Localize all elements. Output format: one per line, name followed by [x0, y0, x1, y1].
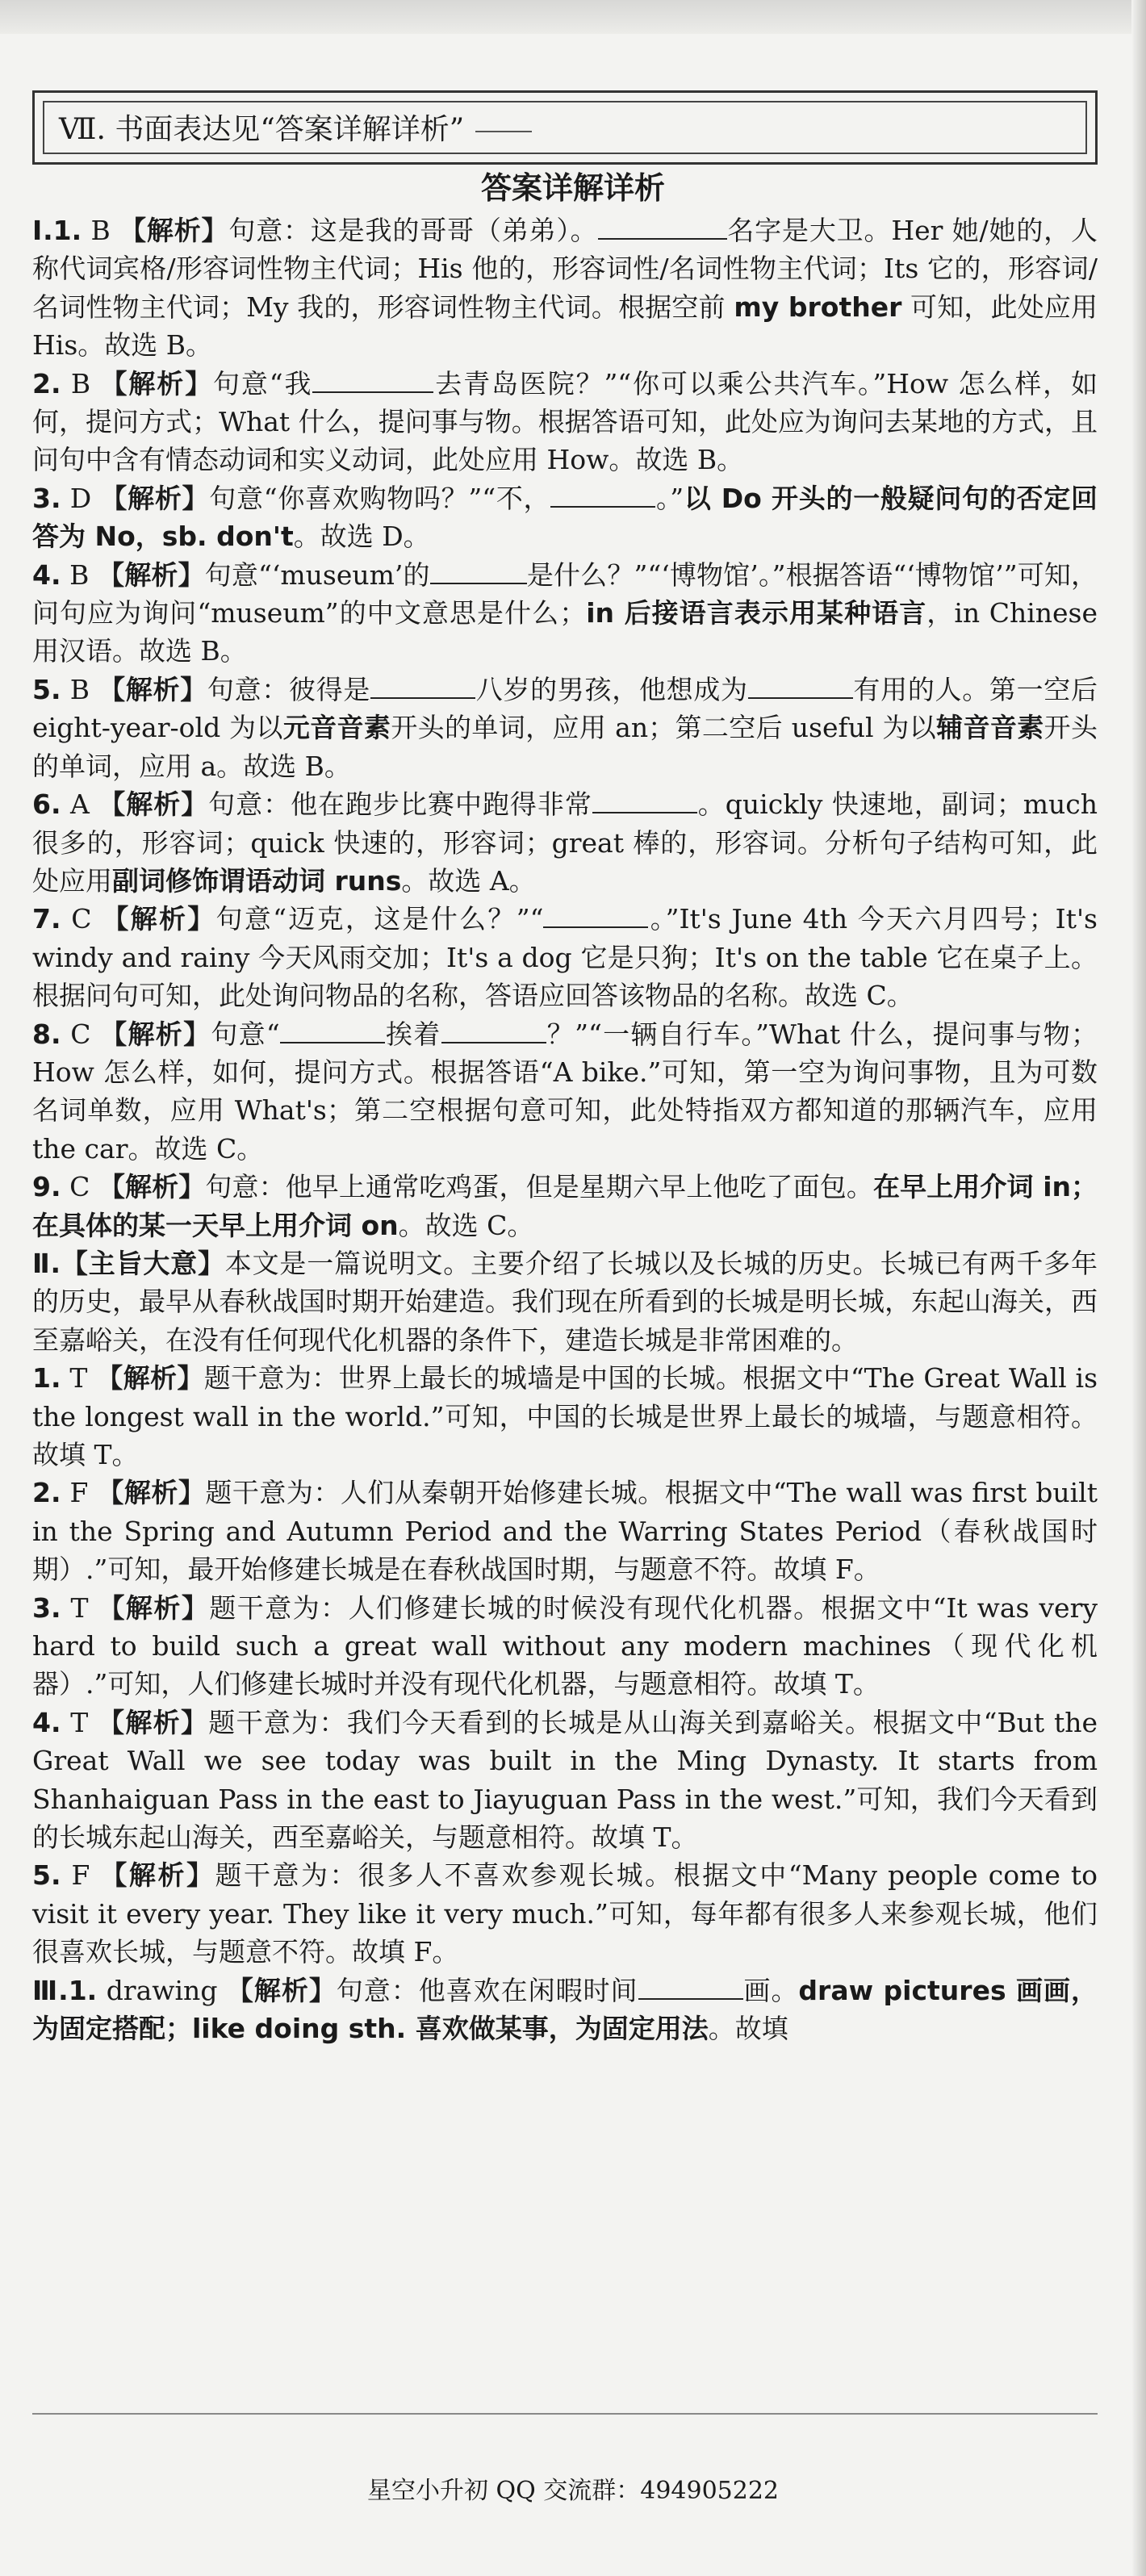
- answer: F: [69, 1477, 98, 1509]
- text: 题干意为：人们修建长城的时候没有现代化机器。根据文中“It was very hard to build such a great wall without any modern machines（现代化机器）.”可知，人们修建长城时并没有现代化机器，与题意相符。故填 T。: [32, 1591, 1098, 1700]
- text: 句意“: [211, 1018, 280, 1050]
- page-heading: 答案详解详析: [480, 169, 665, 206]
- text: 题干意为：世界上最长的城墙是中国的长城。根据文中“The Great Wall is the longest wall in the world.”可知，中国的长城是世界上最长的城墙，与题意相符。故填 T。: [32, 1362, 1098, 1470]
- item-number: 7.: [32, 903, 61, 935]
- answer: D: [69, 482, 101, 514]
- s1-item-7: [32, 900, 1098, 1014]
- answer: A: [69, 788, 99, 821]
- text: 。quickly 快速地，副词；much 很多的，形容词；quick 快速的，形容词；great 棒的，形容词。分析句子结构可知，此处应用: [32, 788, 1098, 897]
- summary-text: 本文是一篇说明文。主要介绍了长城以及长城的历史。长城已有两千多年的历史，最早从春秋战国时期开始建造。我们现在所看到的长城是明长城，东起山海关，西至嘉峪关，在没有任何现代化机器的条件下，建造长城是非常困难的。: [32, 1247, 1098, 1356]
- blank-line: [280, 1018, 385, 1043]
- s1-item-8: [32, 1015, 1098, 1169]
- bold-text: 元音音素: [282, 712, 391, 744]
- writing-note-box: [32, 90, 1098, 165]
- blank-line: [543, 902, 648, 928]
- text: 句意：他喜欢在闲暇时间: [336, 1974, 638, 2006]
- text: ？”“一辆自行车。”What 什么，提问事与物；How 怎么样，如何，提问方式。根据答语“A bike.”可知，第一空为询问事物，且为可数名词单数，应用 What's；第二空根据句意可知，此处特指双方都知道的那辆汽车，应用 the car。故选 C。: [32, 1018, 1098, 1165]
- answer: B: [70, 367, 101, 399]
- s2-item-4: [32, 1704, 1098, 1857]
- item-number: 2.: [32, 1477, 61, 1509]
- text: 句意：这是我的哥哥（弟弟）。: [228, 215, 598, 246]
- s1-item-4: [32, 556, 1098, 671]
- footer-text: 星空小升初 QQ 交流群：494905222: [366, 2477, 780, 2505]
- item-number: 6.: [32, 788, 61, 821]
- analysis-tag: 【解析】: [96, 1362, 204, 1395]
- blank-line: [748, 673, 853, 699]
- summary-tag: 【主旨大意】: [61, 1247, 225, 1279]
- item-number: 4.: [32, 558, 61, 591]
- s2-item-1: [32, 1359, 1098, 1474]
- s3-item-1: [32, 1972, 1098, 2048]
- text: 题干意为：很多人不喜欢参观长城。根据文中“Many people come to visit it every year. They like it very much.”可知，每年都有很多人来参观长城，他们很喜欢长城，与题意不符。故填 F。: [32, 1859, 1098, 1968]
- text: 句意：彼得是: [207, 673, 371, 705]
- item-number: 2.: [32, 367, 61, 399]
- text: 挨着: [384, 1018, 441, 1050]
- text: 题干意为：人们从秦朝开始修建长城。根据文中“The wall was first built in the Spring and Autumn Period and the Warring States Period（春秋战国时期）.”可知，最开始修建长城是在春秋战国时期，与题意不符。故填 F。: [32, 1477, 1098, 1586]
- answer: B: [69, 558, 98, 591]
- bold-text: 在早上用介词 in；在具体的某一天早上用介词 on: [32, 1171, 1098, 1241]
- answer: C: [69, 1171, 98, 1203]
- text: 。”It's June 4th 今天六月四号；It's windy and rainy 今天风雨交加；It's a dog 它是只狗；It's on the table 它在桌子上。根据问句可知，此处询问物品的名称，答语应回答该物品的名称。故选 C。: [32, 903, 1098, 1012]
- item-number: 8.: [32, 1018, 61, 1050]
- bold-text: 辅音音素: [936, 712, 1044, 744]
- answer: C: [71, 903, 102, 935]
- text: 八岁的男孩，他想成为: [475, 673, 748, 705]
- analysis-tag: 【解析】: [226, 1974, 337, 2006]
- section-label: Ⅱ.: [32, 1247, 61, 1279]
- item-number: 3.: [32, 482, 61, 514]
- bold-text: in 后接语言表示用某种语言: [586, 597, 927, 629]
- blank-line: [592, 788, 697, 813]
- item-number: 1.: [52, 215, 82, 246]
- bold-text: draw pictures 画画，为固定搭配；like doing sth. 喜欢做某事，为固定用法: [32, 1974, 1098, 2045]
- text: 可知，此处应用 His。故选 B。: [32, 291, 1098, 362]
- answer: T: [70, 1706, 98, 1738]
- analysis-tag: 【解析】: [98, 1706, 209, 1738]
- item-number: 4.: [32, 1706, 61, 1738]
- item-number: 1.: [32, 1362, 61, 1395]
- writing-note-title: Ⅶ. 书面表达见“答案详解详析”: [59, 113, 465, 146]
- s1-item-5: [32, 671, 1098, 785]
- blank-line: [312, 367, 433, 393]
- answer: T: [69, 1362, 97, 1395]
- answer: B: [90, 215, 120, 246]
- text: 去青岛医院？”“你可以乘公共汽车。”How 怎么样，如何，提问方式；What 什么，提问事与物。根据答语可知，此处应为询问去某地的方式，且问句中含有情态动词和实义动词，此处应用 How。故选 B。: [32, 367, 1098, 476]
- scan-page-edge: [1131, 0, 1146, 2576]
- s1-item-2: [32, 365, 1098, 479]
- bold-text: 副词修饰谓语动词 runs: [112, 864, 402, 897]
- scan-top-strip: [0, 0, 1146, 34]
- analysis-tag: 【解析】: [100, 482, 210, 514]
- answer: T: [70, 1591, 98, 1624]
- bold-text: 以 Do 开头的一般疑问句的否定回答为 No，sb. don't: [32, 482, 1098, 553]
- text: 画。: [742, 1974, 799, 2006]
- text: 。故选 C。: [398, 1209, 534, 1241]
- text: 句意“迈克，这是什么？”“: [215, 903, 544, 935]
- analysis-tag: 【解析】: [119, 215, 229, 246]
- text: 。”: [655, 482, 684, 514]
- answer: C: [70, 1018, 101, 1050]
- title-rule: [475, 131, 532, 132]
- text: 。故选 D。: [293, 521, 430, 553]
- text: 句意：他早上通常吃鸡蛋，但是星期六早上他吃了面包。: [205, 1171, 873, 1203]
- s2-item-2: [32, 1474, 1098, 1588]
- text: 句意“‘museum’的: [204, 558, 430, 591]
- text: 开头的单词，应用 an；第二空后 useful 为以: [391, 712, 937, 744]
- text: 名字是大卫。Her 她/她的，人称代词宾格/形容词性物主代词；His 他的，形容词性/名词性物主代词；Its 它的，形容词/名词性物主代词；My 我的，形容词性物主代词。根据空前: [32, 215, 1098, 323]
- blank-line: [598, 214, 727, 240]
- text: 。故填: [708, 2013, 788, 2045]
- writing-note-inner: [43, 101, 1087, 154]
- analysis-tag: 【解析】: [100, 1018, 211, 1050]
- text: 句意“我: [212, 367, 313, 399]
- analysis-tag: 【解析】: [98, 788, 209, 821]
- blank-line: [430, 558, 527, 584]
- s1-item-6: [32, 785, 1098, 900]
- s1-item-9: [32, 1168, 1098, 1244]
- text: 题干意为：我们今天看到的长城是从山海关到嘉峪关。根据文中“But the Great Wall we see today was built in the Ming Dynasty. It starts from Shanhaiguan Pass in the east to Jiayuguan Pass in the west.”可知，我们今天看到的长城东起山海关，西至嘉峪关，与题意相符。故填 T。: [32, 1706, 1098, 1854]
- s2-item-5: [32, 1856, 1098, 1971]
- text: 句意：他在跑步比赛中跑得非常: [208, 788, 592, 821]
- answer: drawing: [106, 1974, 227, 2006]
- s2-intro: [32, 1244, 1098, 1359]
- analysis-tag: 【解析】: [98, 1591, 210, 1624]
- item-number: 3.: [32, 1591, 61, 1624]
- analysis-tag: 【解析】: [98, 673, 207, 705]
- bold-text: my brother: [734, 291, 902, 323]
- s1-item-3: [32, 479, 1098, 556]
- answer-content: [32, 211, 1098, 2048]
- item-number: 5.: [32, 673, 61, 705]
- analysis-tag: 【解析】: [102, 903, 216, 935]
- item-number: 1.: [68, 1974, 98, 2006]
- analysis-tag: 【解析】: [97, 1477, 206, 1509]
- analysis-tag: 【解析】: [98, 1171, 206, 1203]
- analysis-tag: 【解析】: [100, 1859, 215, 1892]
- bottom-rule: [32, 2413, 1098, 2415]
- analysis-tag: 【解析】: [98, 558, 205, 591]
- text: ，in Chinese 用汉语。故选 B。: [32, 597, 1098, 667]
- blank-line: [550, 482, 655, 508]
- text: 有用的人。第一空后 eight-year-old 为以: [32, 673, 1098, 744]
- section-label: Ⅰ.: [32, 215, 53, 246]
- blank-line: [441, 1018, 546, 1043]
- blank-line: [638, 1974, 743, 2000]
- text: 开头的单词，应用 a。故选 B。: [32, 712, 1098, 782]
- text: 句意“你喜欢购物吗？”“不，: [209, 482, 551, 514]
- s1-item-1: [32, 211, 1098, 365]
- answer: B: [69, 673, 99, 705]
- section-label: Ⅲ.: [32, 1974, 69, 2006]
- item-number: 9.: [32, 1171, 61, 1203]
- text: 。故选 A。: [401, 864, 536, 897]
- blank-line: [370, 673, 475, 699]
- s2-item-3: [32, 1589, 1098, 1704]
- text: 是什么？”“‘博物馆’。”根据答语“‘博物馆’”可知，问句应为询问“museum”的中文意思是什么；: [32, 558, 1098, 629]
- answer: F: [71, 1859, 101, 1892]
- analysis-tag: 【解析】: [100, 367, 213, 399]
- item-number: 5.: [32, 1859, 61, 1892]
